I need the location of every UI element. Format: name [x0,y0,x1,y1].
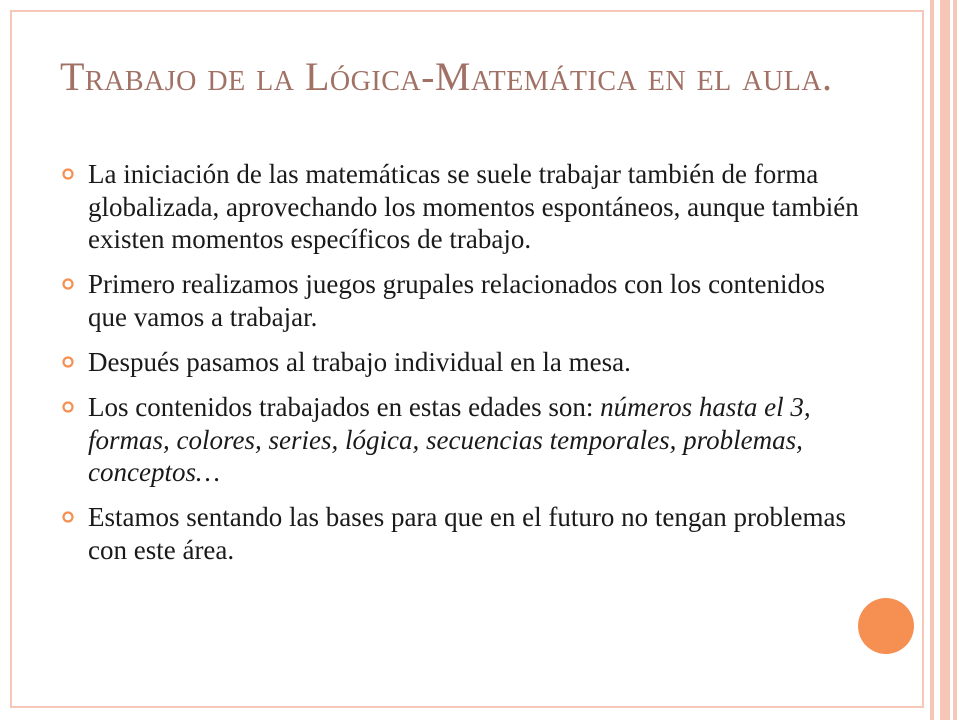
bullet-item [62,391,862,489]
bullet-item [62,501,862,566]
bullet-text: Estamos sentando las bases para que en el futuro no tengan problemas con este área. [88,502,847,565]
decorative-stripe [940,0,950,720]
circle-outline-icon [62,168,74,180]
bullet-text: La iniciación de las matemáticas se suele trabajar también de forma globalizada, aprovechando los momentos espontáneos, aunque también existen momentos específicos de trabajo. [88,159,859,255]
bullet-text: Los contenidos trabajados en estas edades son: [88,392,601,423]
bullet-text: Primero realizamos juegos grupales relacionados con los contenidos que vamos a trabajar. [88,269,826,332]
bullet-list [62,158,862,579]
bullet-item [62,268,862,333]
bullet-item [62,346,862,379]
circle-outline-icon [62,401,74,413]
bullet-emphasis-text: números hasta el 3, formas, colores, series, lógica, secuencias temporales, problemas, conceptos… [88,392,811,488]
decorative-orange-circle [858,598,914,654]
decorative-stripe [953,0,957,720]
bullet-item [62,158,862,256]
circle-outline-icon [62,356,74,368]
slide-title: Trabajo de la Lógica-Matemática en el aula. [60,54,833,99]
circle-outline-icon [62,278,74,290]
circle-outline-icon [62,511,74,523]
bullet-text: Después pasamos al trabajo individual en la mesa. [88,346,631,377]
decorative-stripe [930,0,934,720]
